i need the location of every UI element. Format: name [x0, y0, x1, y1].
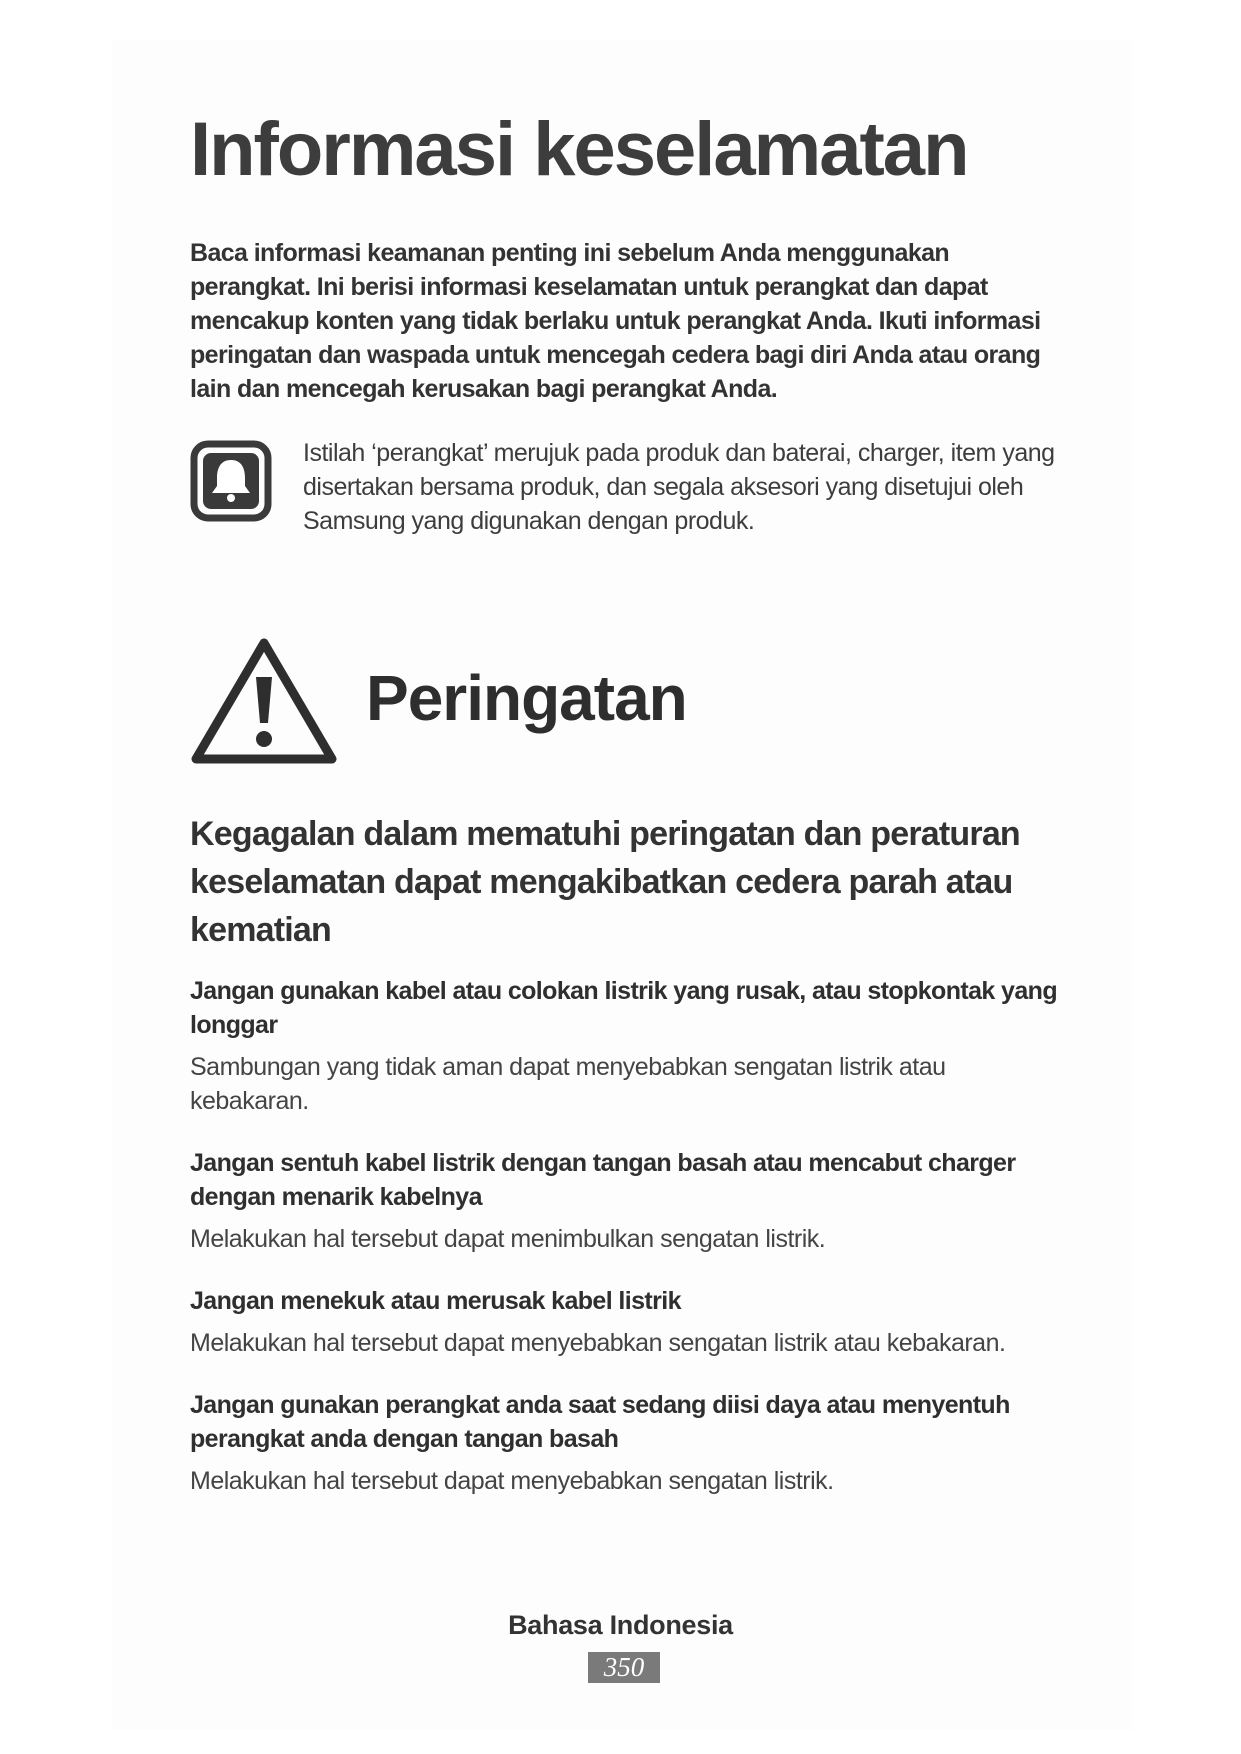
warning-title: Peringatan: [366, 662, 687, 734]
safety-item: [190, 974, 1070, 1118]
notice-bell-icon: [190, 440, 272, 522]
safety-item: [190, 1284, 1070, 1360]
safety-item-title: Jangan menekuk atau merusak kabel listrik: [190, 1287, 681, 1315]
safety-items-list: [190, 974, 1070, 1526]
safety-item-description: Melakukan hal tersebut dapat menimbulkan sengatan listrik.: [190, 1225, 826, 1253]
page-number: 350: [588, 1652, 660, 1683]
safety-item-title: Jangan sentuh kabel listrik dengan tangan basah atau mencabut charger dengan menarik kabelnya: [190, 1149, 1016, 1211]
safety-item-description: Melakukan hal tersebut dapat menyebabkan sengatan listrik.: [190, 1467, 834, 1495]
section-heading: Kegagalan dalam mematuhi peringatan dan peraturan keselamatan dapat mengakibatkan cedera parah atau kematian: [190, 815, 1020, 949]
warning-triangle-icon: [190, 635, 338, 767]
intro-paragraph: Baca informasi keamanan penting ini sebelum Anda menggunakan perangkat. Ini berisi informasi keselamatan untuk perangkat dan dapat mencakup konten yang tidak berlaku untuk perangkat Anda. Ikuti informasi peringatan dan waspada untuk mencegah cedera bagi diri Anda atau orang lain dan mencegah kerusakan bagi perangkat Anda.: [190, 239, 1041, 403]
footer-language: Bahasa Indonesia: [508, 1610, 733, 1640]
safety-item-title: Jangan gunakan perangkat anda saat sedang diisi daya atau menyentuh perangkat anda dengan tangan basah: [190, 1391, 1010, 1453]
page-title: Informasi keselamatan: [190, 107, 968, 192]
safety-item-description: Melakukan hal tersebut dapat menyebabkan sengatan listrik atau kebakaran.: [190, 1329, 1006, 1357]
safety-item: [190, 1388, 1070, 1498]
safety-item-description: Sambungan yang tidak aman dapat menyebabkan sengatan listrik atau kebakaran.: [190, 1053, 946, 1115]
safety-item: [190, 1146, 1070, 1256]
note-text: Istilah ‘perangkat’ merujuk pada produk dan baterai, charger, item yang disertakan bersama produk, dan segala aksesori yang disetujui oleh Samsung yang digunakan dengan produk.: [303, 439, 1055, 535]
safety-item-title: Jangan gunakan kabel atau colokan listrik yang rusak, atau stopkontak yang longgar: [190, 977, 1057, 1039]
